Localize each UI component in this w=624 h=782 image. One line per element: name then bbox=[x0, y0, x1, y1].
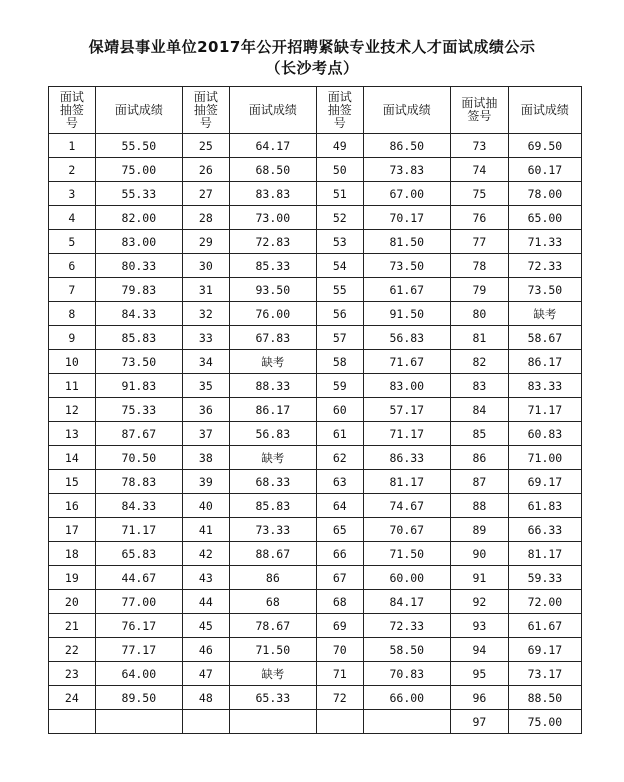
score-table bbox=[48, 86, 582, 734]
table-row bbox=[49, 350, 582, 374]
score-cell: 67.00 bbox=[363, 182, 450, 206]
score-cell: 60.00 bbox=[363, 566, 450, 590]
draw-number-cell: 11 bbox=[49, 374, 96, 398]
draw-number-cell: 31 bbox=[182, 278, 229, 302]
score-cell: 68.33 bbox=[229, 470, 316, 494]
score-cell: 70.67 bbox=[363, 518, 450, 542]
score-cell: 86.50 bbox=[363, 134, 450, 158]
draw-number-cell: 12 bbox=[49, 398, 96, 422]
score-cell: 72.83 bbox=[229, 230, 316, 254]
table-row bbox=[49, 302, 582, 326]
table-row bbox=[49, 374, 582, 398]
draw-number-cell: 14 bbox=[49, 446, 96, 470]
draw-number-cell: 22 bbox=[49, 638, 96, 662]
draw-number-cell: 27 bbox=[182, 182, 229, 206]
table-row bbox=[49, 518, 582, 542]
draw-number-cell: 32 bbox=[182, 302, 229, 326]
score-cell: 78.00 bbox=[508, 182, 581, 206]
draw-number-cell: 92 bbox=[450, 590, 508, 614]
draw-number-cell bbox=[182, 710, 229, 734]
draw-number-cell: 52 bbox=[316, 206, 363, 230]
draw-number-cell: 70 bbox=[316, 638, 363, 662]
score-cell: 88.33 bbox=[229, 374, 316, 398]
page-title: 保靖县事业单位2017年公开招聘紧缺专业技术人才面试成绩公示 bbox=[88, 38, 536, 56]
draw-number-cell: 80 bbox=[450, 302, 508, 326]
header-interview-score: 面试成绩 bbox=[363, 87, 450, 134]
draw-number-cell: 62 bbox=[316, 446, 363, 470]
score-cell: 缺考 bbox=[229, 446, 316, 470]
table-row bbox=[49, 206, 582, 230]
score-cell: 44.67 bbox=[95, 566, 182, 590]
score-cell: 93.50 bbox=[229, 278, 316, 302]
table-row bbox=[49, 542, 582, 566]
score-cell: 83.83 bbox=[229, 182, 316, 206]
score-cell: 65.83 bbox=[95, 542, 182, 566]
draw-number-cell: 2 bbox=[49, 158, 96, 182]
score-cell: 57.17 bbox=[363, 398, 450, 422]
table-row bbox=[49, 494, 582, 518]
score-cell: 65.33 bbox=[229, 686, 316, 710]
score-cell: 73.83 bbox=[363, 158, 450, 182]
score-cell: 86.17 bbox=[508, 350, 581, 374]
draw-number-cell: 36 bbox=[182, 398, 229, 422]
draw-number-cell: 24 bbox=[49, 686, 96, 710]
score-cell: 82.00 bbox=[95, 206, 182, 230]
score-cell: 71.00 bbox=[508, 446, 581, 470]
table-row bbox=[49, 638, 582, 662]
header-draw-number: 面试 抽签 号 bbox=[316, 87, 363, 134]
score-cell: 56.83 bbox=[363, 326, 450, 350]
draw-number-cell: 41 bbox=[182, 518, 229, 542]
score-cell: 58.50 bbox=[363, 638, 450, 662]
draw-number-cell: 91 bbox=[450, 566, 508, 590]
table-row bbox=[49, 566, 582, 590]
draw-number-cell: 1 bbox=[49, 134, 96, 158]
score-cell: 75.00 bbox=[95, 158, 182, 182]
draw-number-cell: 50 bbox=[316, 158, 363, 182]
score-cell: 61.67 bbox=[508, 614, 581, 638]
score-cell: 缺考 bbox=[508, 302, 581, 326]
score-cell: 71.17 bbox=[363, 422, 450, 446]
draw-number-cell: 76 bbox=[450, 206, 508, 230]
draw-number-cell: 21 bbox=[49, 614, 96, 638]
draw-number-cell: 84 bbox=[450, 398, 508, 422]
score-cell: 56.83 bbox=[229, 422, 316, 446]
table-row bbox=[49, 686, 582, 710]
draw-number-cell: 4 bbox=[49, 206, 96, 230]
score-cell: 71.67 bbox=[363, 350, 450, 374]
table-row bbox=[49, 278, 582, 302]
draw-number-cell: 71 bbox=[316, 662, 363, 686]
draw-number-cell: 55 bbox=[316, 278, 363, 302]
score-cell: 55.33 bbox=[95, 182, 182, 206]
score-cell: 89.50 bbox=[95, 686, 182, 710]
draw-number-cell: 87 bbox=[450, 470, 508, 494]
score-cell: 67.83 bbox=[229, 326, 316, 350]
score-cell: 81.50 bbox=[363, 230, 450, 254]
draw-number-cell: 8 bbox=[49, 302, 96, 326]
draw-number-cell: 29 bbox=[182, 230, 229, 254]
draw-number-cell: 56 bbox=[316, 302, 363, 326]
score-cell: 81.17 bbox=[508, 542, 581, 566]
score-cell: 79.83 bbox=[95, 278, 182, 302]
draw-number-cell: 58 bbox=[316, 350, 363, 374]
score-cell: 77.00 bbox=[95, 590, 182, 614]
score-cell: 72.33 bbox=[508, 254, 581, 278]
draw-number-cell: 45 bbox=[182, 614, 229, 638]
draw-number-cell: 33 bbox=[182, 326, 229, 350]
draw-number-cell: 19 bbox=[49, 566, 96, 590]
draw-number-cell: 81 bbox=[450, 326, 508, 350]
draw-number-cell: 59 bbox=[316, 374, 363, 398]
draw-number-cell: 78 bbox=[450, 254, 508, 278]
draw-number-cell: 86 bbox=[450, 446, 508, 470]
header-interview-score: 面试成绩 bbox=[229, 87, 316, 134]
score-cell: 71.33 bbox=[508, 230, 581, 254]
table-header-row bbox=[49, 87, 582, 134]
score-cell: 61.83 bbox=[508, 494, 581, 518]
score-cell: 72.00 bbox=[508, 590, 581, 614]
header-draw-number: 面试 抽签 号 bbox=[49, 87, 96, 134]
table-row bbox=[49, 662, 582, 686]
draw-number-cell: 30 bbox=[182, 254, 229, 278]
draw-number-cell: 46 bbox=[182, 638, 229, 662]
table-row bbox=[49, 326, 582, 350]
score-cell: 缺考 bbox=[229, 350, 316, 374]
score-cell: 85.33 bbox=[229, 254, 316, 278]
draw-number-cell: 77 bbox=[450, 230, 508, 254]
table-row bbox=[49, 398, 582, 422]
draw-number-cell: 28 bbox=[182, 206, 229, 230]
score-cell: 76.17 bbox=[95, 614, 182, 638]
draw-number-cell: 64 bbox=[316, 494, 363, 518]
score-cell: 70.83 bbox=[363, 662, 450, 686]
score-cell: 72.33 bbox=[363, 614, 450, 638]
score-cell: 84.33 bbox=[95, 494, 182, 518]
score-cell: 缺考 bbox=[229, 662, 316, 686]
draw-number-cell: 65 bbox=[316, 518, 363, 542]
table-row bbox=[49, 470, 582, 494]
table-row bbox=[49, 158, 582, 182]
score-cell: 87.67 bbox=[95, 422, 182, 446]
score-cell: 69.17 bbox=[508, 470, 581, 494]
score-cell: 88.50 bbox=[508, 686, 581, 710]
header-draw-number: 面试 抽签 号 bbox=[182, 87, 229, 134]
score-cell: 60.83 bbox=[508, 422, 581, 446]
table-body bbox=[49, 134, 582, 734]
score-cell: 60.17 bbox=[508, 158, 581, 182]
draw-number-cell: 23 bbox=[49, 662, 96, 686]
score-cell: 91.83 bbox=[95, 374, 182, 398]
score-cell: 75.33 bbox=[95, 398, 182, 422]
score-cell: 73.50 bbox=[95, 350, 182, 374]
draw-number-cell: 72 bbox=[316, 686, 363, 710]
draw-number-cell: 48 bbox=[182, 686, 229, 710]
score-cell: 75.00 bbox=[508, 710, 581, 734]
draw-number-cell: 16 bbox=[49, 494, 96, 518]
score-cell: 68.50 bbox=[229, 158, 316, 182]
table-row bbox=[49, 254, 582, 278]
score-cell: 86.33 bbox=[363, 446, 450, 470]
score-cell: 77.17 bbox=[95, 638, 182, 662]
score-cell: 73.17 bbox=[508, 662, 581, 686]
score-cell: 76.00 bbox=[229, 302, 316, 326]
draw-number-cell: 69 bbox=[316, 614, 363, 638]
draw-number-cell: 3 bbox=[49, 182, 96, 206]
draw-number-cell: 38 bbox=[182, 446, 229, 470]
draw-number-cell: 18 bbox=[49, 542, 96, 566]
header-interview-score: 面试成绩 bbox=[95, 87, 182, 134]
score-cell: 65.00 bbox=[508, 206, 581, 230]
table-row bbox=[49, 422, 582, 446]
draw-number-cell: 26 bbox=[182, 158, 229, 182]
score-cell: 84.17 bbox=[363, 590, 450, 614]
draw-number-cell: 40 bbox=[182, 494, 229, 518]
draw-number-cell: 79 bbox=[450, 278, 508, 302]
draw-number-cell: 66 bbox=[316, 542, 363, 566]
draw-number-cell: 5 bbox=[49, 230, 96, 254]
draw-number-cell: 7 bbox=[49, 278, 96, 302]
score-cell: 83.00 bbox=[363, 374, 450, 398]
draw-number-cell: 42 bbox=[182, 542, 229, 566]
draw-number-cell: 68 bbox=[316, 590, 363, 614]
score-cell: 71.17 bbox=[95, 518, 182, 542]
draw-number-cell: 73 bbox=[450, 134, 508, 158]
score-cell: 71.17 bbox=[508, 398, 581, 422]
score-cell: 83.33 bbox=[508, 374, 581, 398]
draw-number-cell: 74 bbox=[450, 158, 508, 182]
score-cell: 81.17 bbox=[363, 470, 450, 494]
draw-number-cell: 13 bbox=[49, 422, 96, 446]
table-row bbox=[49, 710, 582, 734]
score-cell: 84.33 bbox=[95, 302, 182, 326]
score-cell: 69.17 bbox=[508, 638, 581, 662]
draw-number-cell: 53 bbox=[316, 230, 363, 254]
score-cell: 73.33 bbox=[229, 518, 316, 542]
draw-number-cell: 83 bbox=[450, 374, 508, 398]
draw-number-cell: 35 bbox=[182, 374, 229, 398]
score-cell: 85.83 bbox=[95, 326, 182, 350]
draw-number-cell: 60 bbox=[316, 398, 363, 422]
score-cell: 68 bbox=[229, 590, 316, 614]
draw-number-cell: 67 bbox=[316, 566, 363, 590]
score-cell bbox=[229, 710, 316, 734]
draw-number-cell: 20 bbox=[49, 590, 96, 614]
score-cell: 91.50 bbox=[363, 302, 450, 326]
draw-number-cell bbox=[49, 710, 96, 734]
header-interview-score: 面试成绩 bbox=[508, 87, 581, 134]
table-row bbox=[49, 230, 582, 254]
draw-number-cell: 63 bbox=[316, 470, 363, 494]
score-cell: 69.50 bbox=[508, 134, 581, 158]
score-cell: 73.50 bbox=[508, 278, 581, 302]
draw-number-cell: 44 bbox=[182, 590, 229, 614]
page-subtitle: （长沙考点） bbox=[265, 59, 359, 77]
table-row bbox=[49, 182, 582, 206]
draw-number-cell: 85 bbox=[450, 422, 508, 446]
score-cell: 83.00 bbox=[95, 230, 182, 254]
score-cell: 88.67 bbox=[229, 542, 316, 566]
draw-number-cell: 10 bbox=[49, 350, 96, 374]
draw-number-cell: 57 bbox=[316, 326, 363, 350]
draw-number-cell: 34 bbox=[182, 350, 229, 374]
score-cell: 70.50 bbox=[95, 446, 182, 470]
score-cell: 64.00 bbox=[95, 662, 182, 686]
draw-number-cell: 89 bbox=[450, 518, 508, 542]
draw-number-cell: 75 bbox=[450, 182, 508, 206]
score-cell: 66.33 bbox=[508, 518, 581, 542]
score-cell: 71.50 bbox=[363, 542, 450, 566]
score-cell: 86.17 bbox=[229, 398, 316, 422]
draw-number-cell: 9 bbox=[49, 326, 96, 350]
score-cell: 85.83 bbox=[229, 494, 316, 518]
score-cell: 74.67 bbox=[363, 494, 450, 518]
score-cell: 66.00 bbox=[363, 686, 450, 710]
score-cell: 73.50 bbox=[363, 254, 450, 278]
draw-number-cell: 90 bbox=[450, 542, 508, 566]
score-cell: 64.17 bbox=[229, 134, 316, 158]
score-cell: 58.67 bbox=[508, 326, 581, 350]
draw-number-cell bbox=[316, 710, 363, 734]
draw-number-cell: 88 bbox=[450, 494, 508, 518]
score-cell: 71.50 bbox=[229, 638, 316, 662]
score-cell: 78.67 bbox=[229, 614, 316, 638]
score-cell bbox=[95, 710, 182, 734]
table-row bbox=[49, 446, 582, 470]
draw-number-cell: 43 bbox=[182, 566, 229, 590]
score-cell: 55.50 bbox=[95, 134, 182, 158]
draw-number-cell: 39 bbox=[182, 470, 229, 494]
draw-number-cell: 17 bbox=[49, 518, 96, 542]
table-row bbox=[49, 590, 582, 614]
draw-number-cell: 6 bbox=[49, 254, 96, 278]
draw-number-cell: 97 bbox=[450, 710, 508, 734]
score-cell: 86 bbox=[229, 566, 316, 590]
score-cell: 59.33 bbox=[508, 566, 581, 590]
draw-number-cell: 95 bbox=[450, 662, 508, 686]
draw-number-cell: 25 bbox=[182, 134, 229, 158]
score-cell: 80.33 bbox=[95, 254, 182, 278]
table-row bbox=[49, 134, 582, 158]
draw-number-cell: 94 bbox=[450, 638, 508, 662]
draw-number-cell: 93 bbox=[450, 614, 508, 638]
score-cell: 73.00 bbox=[229, 206, 316, 230]
draw-number-cell: 51 bbox=[316, 182, 363, 206]
table-row bbox=[49, 614, 582, 638]
draw-number-cell: 61 bbox=[316, 422, 363, 446]
draw-number-cell: 47 bbox=[182, 662, 229, 686]
score-cell: 78.83 bbox=[95, 470, 182, 494]
draw-number-cell: 82 bbox=[450, 350, 508, 374]
draw-number-cell: 15 bbox=[49, 470, 96, 494]
draw-number-cell: 49 bbox=[316, 134, 363, 158]
score-cell: 70.17 bbox=[363, 206, 450, 230]
score-cell: 61.67 bbox=[363, 278, 450, 302]
draw-number-cell: 54 bbox=[316, 254, 363, 278]
header-draw-number: 面试抽 签号 bbox=[450, 87, 508, 134]
score-cell bbox=[363, 710, 450, 734]
draw-number-cell: 96 bbox=[450, 686, 508, 710]
draw-number-cell: 37 bbox=[182, 422, 229, 446]
